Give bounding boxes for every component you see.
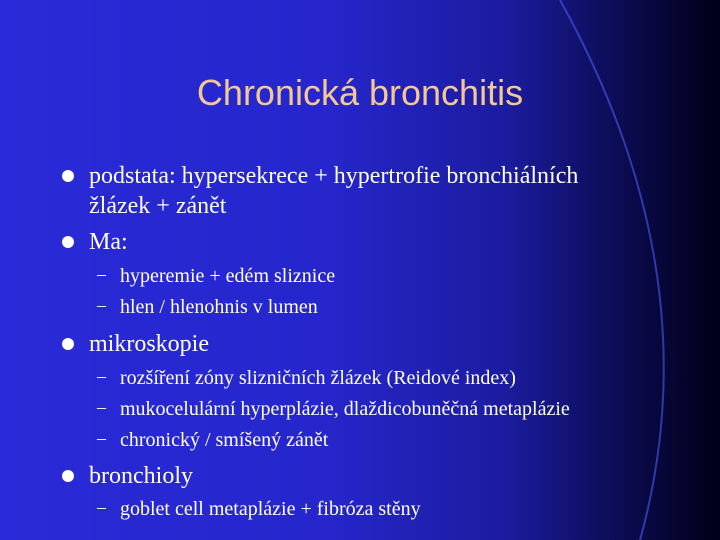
sub-item-2-1: hyperemie + edém sliznice [120,265,336,287]
dash-icon: – [97,497,106,517]
bullet-2-text: Ma: [89,229,128,255]
dash-icon: – [97,428,106,448]
slide-title: Chronická bronchitis [196,72,524,113]
dash-icon: – [97,264,106,284]
dash-icon: – [97,366,106,386]
sub-item-2-2: hlen / hlenohnis v lumen [120,296,318,318]
bullet-4-text: bronchioly [89,463,193,489]
sub-item-4-1: goblet cell metaplázie + fibróza stěny [120,498,421,520]
bullet-1-line-2: žlázek + zánět [89,193,227,219]
bullet-icon [62,338,74,350]
bullet-icon [62,236,74,248]
dash-icon: – [97,397,106,417]
sub-item-3-1: rozšíření zóny slizničních žlázek (Reidové index) [120,367,516,389]
bullet-icon [62,470,74,482]
bullet-icon [62,170,74,182]
dash-icon: – [97,295,106,315]
sub-item-3-3: chronický / smíšený zánět [120,429,329,451]
sub-item-3-2: mukocelulární hyperplázie, dlaždicobuněčná metaplázie [120,398,570,420]
bullet-3-text: mikroskopie [89,331,209,357]
bullet-1-line-1: podstata: hypersekrece + hypertrofie bronchiálních [89,163,579,189]
